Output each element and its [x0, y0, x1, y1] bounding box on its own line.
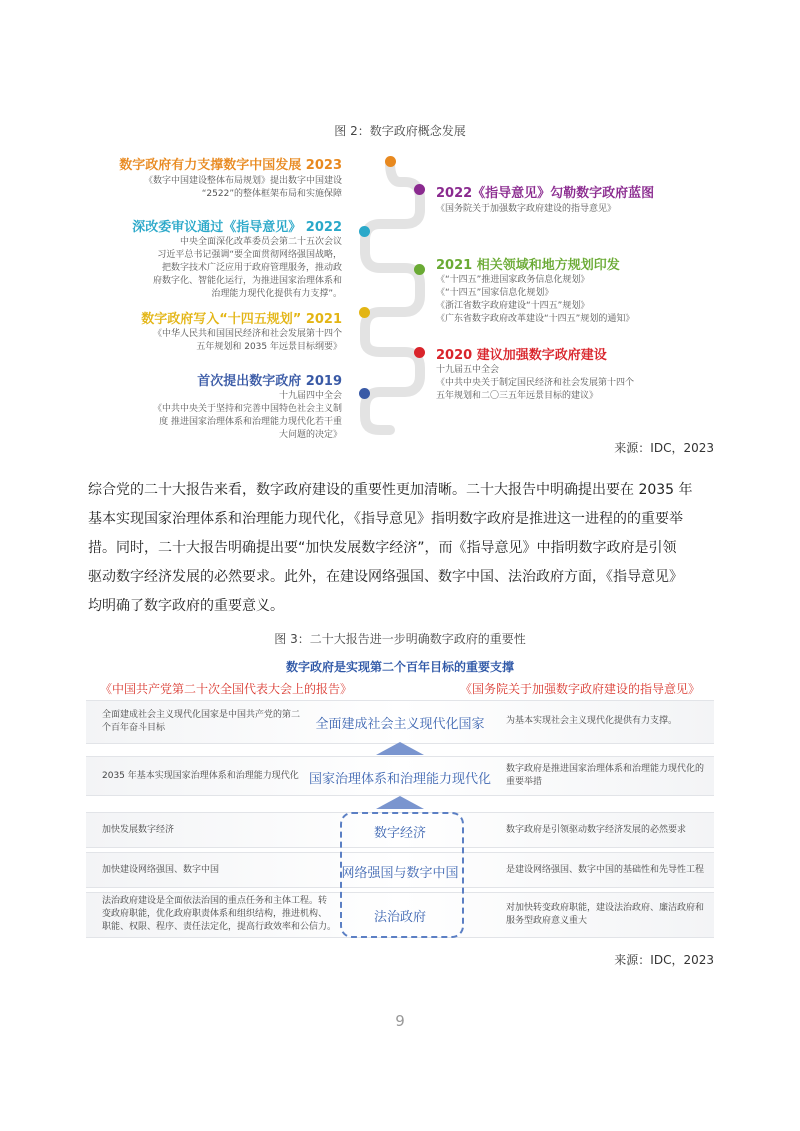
row-left-text: 加快建设网络强国、数字中国 — [102, 865, 220, 875]
figure3-source: 来源：IDC，2023 — [614, 953, 714, 967]
timeline-desc-2019: 十九届四中全会 《中共中央关于坚持和完善中国特色社会主义制 度 推进国家治理体系和治理能力现代化若干重 大问题的决定》 — [152, 391, 342, 440]
timeline-title-2020: 2020 建议加强数字政府建设 — [436, 348, 607, 363]
timeline-desc-2021-fyp: 《中华人民共和国国民经济和社会发展第十四个 五年规划和 2035 年远景目标纲要》 — [152, 329, 342, 352]
row-right-text: 是建设网络强国、数字中国的基础性和先导性工程 — [506, 865, 705, 875]
timeline-desc-2020: 十九届五中全会 《中共中央关于制定国民经济和社会发展第十四个 五年规划和二〇三五年远景目标的建议》 — [436, 365, 635, 401]
row-center-text: 法治政府 — [373, 910, 426, 925]
row-right-text: 数字政府是引领驱动数字经济发展的必然要求 — [506, 825, 687, 835]
timeline-title-2023: 数字政府有力支撑数字中国发展 2023 — [119, 158, 342, 173]
row-right-text: 为基本实现社会主义现代化提供有力支撑。 — [506, 716, 678, 726]
timeline-desc-2022-guide: 《国务院关于加强数字政府建设的指导意见》 — [436, 204, 617, 214]
figure3-caption: 图 3：二十大报告进一步明确数字政府的重要性 — [274, 632, 526, 646]
arrow-up-icon — [376, 796, 424, 809]
timeline-title-2019: 首次提出数字政府 2019 — [197, 374, 342, 389]
row-right-text: 对加快转变政府职能，建设法治政府、廉洁政府和 服务型政府意义重大 — [506, 903, 705, 926]
row-center-text: 全面建成社会主义现代化国家 — [315, 717, 485, 732]
figure3-row-governance — [86, 756, 714, 796]
timeline-title-2022-reform: 深改委审议通过《指导意见》 2022 — [132, 220, 342, 235]
highlight-dashed-box — [340, 812, 464, 938]
timeline-title-2022-guide: 2022《指导意见》勾勒数字政府蓝图 — [436, 186, 655, 201]
timeline-desc-2022-reform: 中央全面深化改革委员会第二十五次会议 习近平总书记强调“要全面贯彻网络强国战略， 把数字技术广泛应用于政府管理服务，推动政 府数字化、智能化运行，为推进国家治理体系和 治理能力现代化提供有力支撑”。 — [152, 237, 342, 299]
timeline-path — [0, 0, 800, 460]
figure3-left-source: 《中国共产党第二十次全国代表大会上的报告》 — [100, 682, 353, 696]
figure2-source: 来源：IDC，2023 — [614, 441, 714, 455]
timeline-dot-2022-guide — [414, 184, 425, 195]
page-number: 9 — [395, 1012, 405, 1030]
timeline-dot-2019 — [359, 388, 370, 399]
body-paragraph: 综合党的二十大报告来看，数字政府建设的重要性更加清晰。二十大报告中明确提出要在 2035 年 基本实现国家治理体系和治理能力现代化，《指导意见》指明数字政府是推进这一进程的的重要举 措。同时，二十大报告明确提出要“加快发展数字经济”，而《指导意见》中指明数字政府是引领 驱动数字经济发展的必然要求。此外，在建设网络强国、数字中国、法治政府方面，《指导意见》 均明确了数字政府的重要意义。 — [88, 482, 693, 614]
timeline-title-2021-fyp: 数字政府写入“十四五规划” 2021 — [141, 312, 342, 327]
row-left-text: 全面建成社会主义现代化国家是中国共产党的第二 个百年奋斗目标 — [102, 710, 301, 733]
row-left-text: 2035 年基本实现国家治理体系和治理能力现代化 — [102, 771, 299, 781]
figure3-row-modern-state — [86, 700, 714, 744]
row-center-text: 国家治理体系和治理能力现代化 — [308, 772, 491, 787]
row-right-text: 数字政府是推进国家治理体系和治理能力现代化的 重要举措 — [506, 764, 705, 787]
row-left-text: 法治政府建设是全面依法治国的重点任务和主体工程。转 变政府职能，优化政府职责体系和组织结构，推进机构、 职能、权限、程序、责任法定化，提高行政效率和公信力。 — [102, 896, 337, 932]
figure3-headline: 数字政府是实现第二个百年目标的重要支撑 — [285, 660, 514, 674]
row-left-text: 加快发展数字经济 — [102, 825, 175, 835]
figure2-caption: 图 2：数字政府概念发展 — [334, 124, 466, 138]
row-center-text: 数字经济 — [373, 826, 426, 841]
timeline-desc-2023: 《数字中国建设整体布局规划》提出数字中国建设 “2522”的整体框架布局和实施保障 — [143, 176, 342, 199]
timeline-dot-2021-fyp — [359, 307, 370, 318]
timeline-title-2021-plans: 2021 相关领域和地方规划印发 — [436, 258, 620, 273]
timeline-desc-2021-plans: 《“十四五”推进国家政务信息化规划》 《“十四五”国家信息化规划》 《浙江省数字政府建设“十四五”规划》 《广东省数字政府改革建设“十四五”规划的通知》 — [436, 275, 635, 324]
row-center-text: 网络强国与数字中国 — [341, 866, 459, 881]
timeline-dot-2021-plans — [414, 264, 425, 275]
arrow-up-icon — [376, 742, 424, 755]
timeline-dot-2023 — [385, 156, 396, 167]
timeline-dot-2022-reform — [359, 226, 370, 237]
timeline-dot-2020 — [414, 347, 425, 358]
figure3-right-source: 《国务院关于加强数字政府建设的指导意见》 — [459, 682, 700, 696]
